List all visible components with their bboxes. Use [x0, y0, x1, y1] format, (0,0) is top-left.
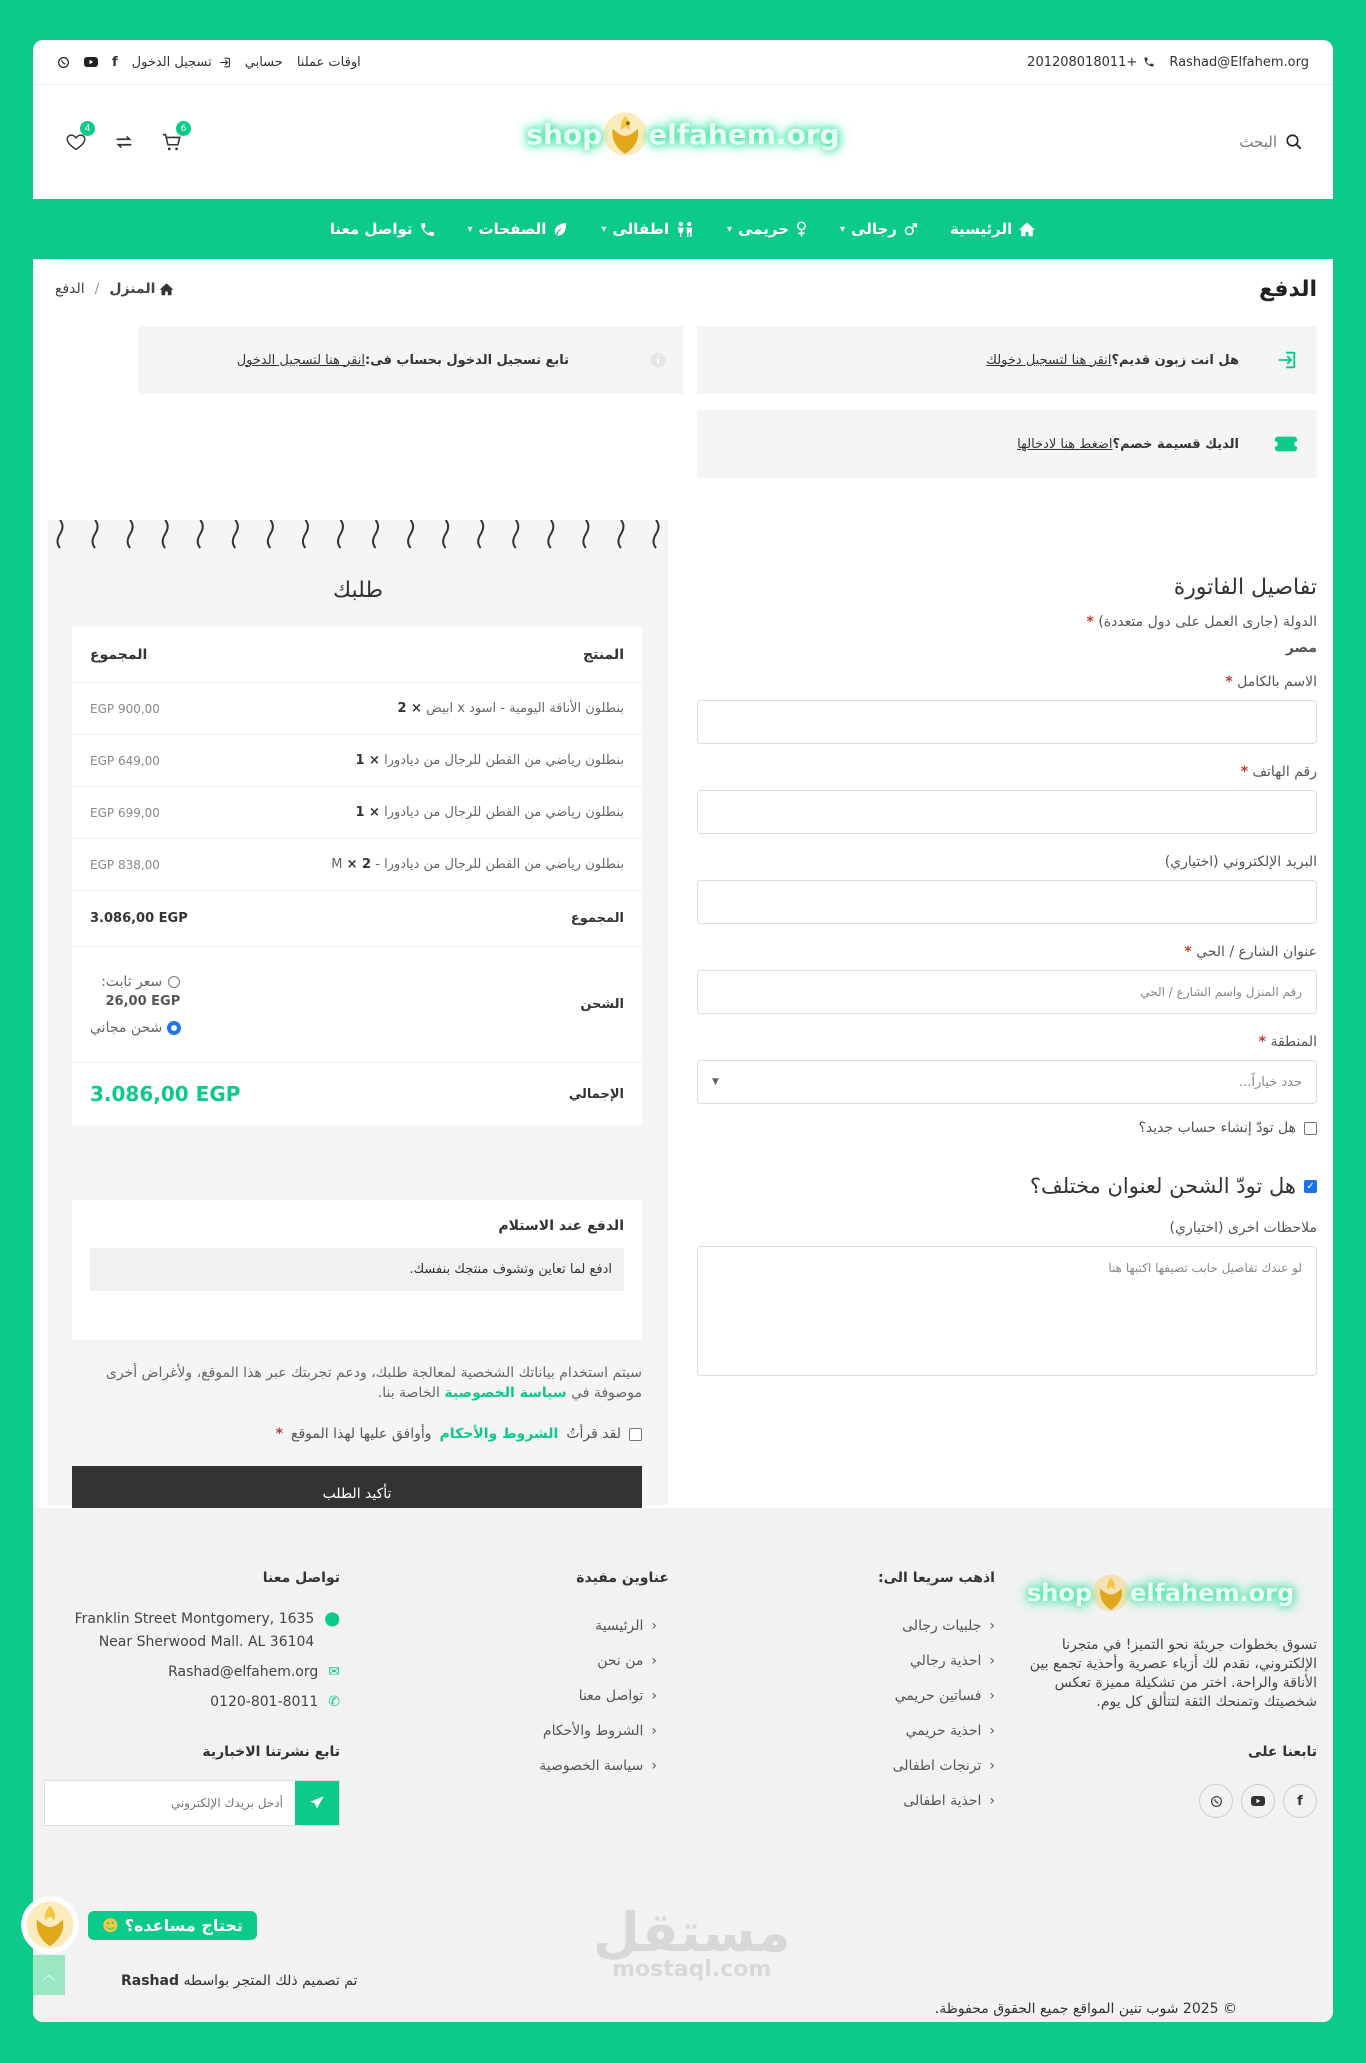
- logo-text-left: shop: [526, 117, 603, 151]
- designer-name[interactable]: Rashad: [121, 1973, 179, 1989]
- newsletter-email-input[interactable]: أدخل بريدك الإلكتروني: [170, 1796, 283, 1810]
- terms-pre: لقد قرأتُ: [566, 1426, 621, 1442]
- spiral-ring: [128, 520, 133, 548]
- required-mark: *: [1086, 614, 1094, 630]
- page-card: [33, 40, 1333, 2022]
- nav-label[interactable]: الرئيسية: [949, 220, 1013, 238]
- shipping-free-radio[interactable]: [168, 1022, 180, 1034]
- country-label-text: الدولة (جارى العمل على دول متعددة): [1098, 614, 1317, 630]
- topbar-contact: [1027, 55, 1309, 70]
- contact-phone-row[interactable]: [44, 1694, 340, 1710]
- useful-links-list: [469, 1608, 669, 1783]
- watermark-text: مستقل: [593, 1901, 791, 1964]
- main-nav: [33, 199, 1333, 259]
- cart-count-badge: 6: [176, 121, 191, 136]
- footer-contact: [44, 1570, 340, 1826]
- spiral-ring: [654, 520, 659, 548]
- notes-label: ملاحظات اخرى (اختياري): [1169, 1220, 1317, 1236]
- chevron-left-icon: ‹: [651, 1617, 657, 1634]
- footer-about-text: تسوق بخطوات جريئة نحو التميز! في متجرنا الإلكتروني، نقدم لك أزياء عصرية وأحذية تجمع بين الأناقة والراحة. اختر من تشكيلة مميزة تعكس شخصيتك وتمنحك الثقة لتتألق كل يوم.: [1029, 1637, 1317, 1710]
- help-bubble[interactable]: [88, 1911, 257, 1940]
- search-label[interactable]: البحث: [1239, 133, 1277, 151]
- social-login-link[interactable]: انقر هنا لتسجيل الدخول: [236, 352, 366, 368]
- spiral-ring: [93, 520, 98, 548]
- item-price: 649,00 EGP: [90, 753, 160, 768]
- shipping-flat-option[interactable]: [90, 972, 180, 992]
- create-account-row[interactable]: [697, 1120, 1317, 1136]
- breadcrumb-home[interactable]: [109, 281, 174, 297]
- top-bar: [33, 40, 1333, 85]
- nav-item-men[interactable]: [840, 220, 918, 238]
- nav-item-kids[interactable]: [601, 220, 695, 238]
- nav-label[interactable]: تواصل معنا: [329, 220, 413, 238]
- quick-links-title: اذهب سريعا الى:: [878, 1570, 995, 1586]
- useful-link[interactable]: [469, 1713, 657, 1748]
- phoenix-logo-icon: [1088, 1570, 1134, 1616]
- spiral-ring: [443, 520, 448, 548]
- order-table: [72, 627, 642, 1125]
- email-text[interactable]: Rashad@Elfahem.org: [1169, 54, 1309, 70]
- chevron-left-icon: ‹: [651, 1652, 657, 1669]
- newsletter-submit-button[interactable]: [295, 1781, 339, 1825]
- required-mark: *: [1240, 764, 1249, 780]
- useful-link-label[interactable]: الشروط والأحكام: [542, 1722, 644, 1739]
- chevron-left-icon: ‹: [651, 1757, 657, 1774]
- shipping-free-option[interactable]: [90, 1018, 180, 1038]
- female-icon: [795, 221, 808, 237]
- nav-label[interactable]: الصفحات: [478, 220, 547, 238]
- nav-item-contact[interactable]: [330, 220, 436, 238]
- help-widget[interactable]: [18, 1893, 257, 1957]
- ticket-icon: [1275, 436, 1297, 452]
- youtube-icon[interactable]: [84, 57, 98, 67]
- contact-title: تواصل معنا: [262, 1570, 340, 1586]
- ship-different-checkbox[interactable]: ✓: [1304, 1180, 1317, 1193]
- chevron-down-icon: ▾: [840, 223, 846, 235]
- coupon-question: الديك قسيمة خصم؟: [1112, 436, 1239, 452]
- wishlist-count-badge: 4: [80, 121, 95, 136]
- region-placeholder: حدد خياراً...: [1239, 1074, 1302, 1090]
- item-price: 900,00 EGP: [90, 701, 160, 716]
- wishlist-button[interactable]: [63, 123, 91, 155]
- main-header: [33, 85, 1333, 199]
- country-value: مصر: [1285, 640, 1317, 656]
- privacy-policy-link[interactable]: سياسة الخصوصية: [444, 1385, 567, 1401]
- logo-text-right: elfahem.org: [1130, 1579, 1295, 1607]
- chevron-down-icon: ▼: [712, 1077, 719, 1087]
- logo-text-left: shop: [1027, 1579, 1093, 1607]
- footer-social: [1027, 1784, 1317, 1818]
- breadcrumb-current: الدفع: [55, 281, 85, 297]
- spiral-ring: [618, 520, 623, 548]
- login-icon: [218, 56, 231, 69]
- shipping-flat-label[interactable]: سعر ثابت:: [101, 973, 163, 990]
- phone-icon: ✆: [328, 1694, 340, 1710]
- children-icon: [675, 221, 695, 237]
- billing-form: [697, 520, 1317, 1376]
- quick-link-label[interactable]: فساتين حريمي: [894, 1687, 982, 1704]
- item-name-text: بنطلون رياضي من القطن للرجال من ديادورا: [384, 805, 624, 820]
- account-link[interactable]: حسابي: [244, 54, 283, 70]
- region-label: [697, 1034, 1317, 1050]
- whatsapp-icon[interactable]: [1199, 1784, 1233, 1818]
- item-name: [355, 753, 624, 768]
- name-label-text: الاسم بالكامل: [1237, 674, 1317, 690]
- copyright: © 2025 شوب تنين المواقع جميع الحقوق محفوظة.: [934, 2001, 1237, 2017]
- scroll-top-button[interactable]: [33, 1955, 65, 1995]
- quick-link-label[interactable]: ترنجات اطفالى: [892, 1757, 982, 1774]
- order-item-row: [72, 735, 642, 787]
- nav-item-women[interactable]: [727, 220, 808, 238]
- chevron-left-icon: ‹: [989, 1617, 995, 1634]
- search-trigger[interactable]: [1239, 133, 1303, 151]
- create-account-label[interactable]: هل تودّ إنشاء حساب جديد؟: [1138, 1120, 1296, 1136]
- privacy-text-2: الخاصة بنا.: [377, 1385, 440, 1401]
- terms-checkbox[interactable]: [629, 1428, 642, 1441]
- spiral-ring: [478, 520, 483, 548]
- newsletter-title: تابع نشرتنا الاخبارية: [202, 1744, 340, 1760]
- returning-question: هل انت زبون قديم؟: [1111, 352, 1239, 368]
- quick-link-label[interactable]: احذية رجالي: [910, 1652, 982, 1669]
- header-icons: [63, 123, 187, 155]
- chevron-left-icon: ‹: [651, 1687, 657, 1704]
- item-qty: × 2: [397, 701, 422, 716]
- logo-text-right: elfahem.org: [648, 117, 840, 151]
- useful-link[interactable]: [469, 1643, 657, 1678]
- footer-logo[interactable]: [1027, 1570, 1317, 1616]
- spiral-ring: [233, 520, 238, 548]
- total-row: [72, 1063, 642, 1125]
- item-name-text: بنطلون رياضي من القطن للرجال من ديادورا: [384, 753, 624, 768]
- address-label: [697, 944, 1317, 960]
- designed-by-text: تم تصميم ذلك المتجر بواسطه: [183, 1973, 358, 1989]
- newsletter-form: [44, 1780, 340, 1826]
- chevron-left-icon: ‹: [989, 1652, 995, 1669]
- quick-link[interactable]: [795, 1608, 995, 1643]
- whatsapp-icon[interactable]: [57, 56, 70, 69]
- spiral-ring: [198, 520, 203, 548]
- spiral-ring: [408, 520, 413, 548]
- footer-useful-links: [469, 1570, 669, 1783]
- nav-label[interactable]: حريمى: [738, 220, 790, 238]
- spiral-ring: [373, 520, 378, 548]
- item-qty: × 1: [355, 805, 380, 820]
- phoenix-avatar-icon: [18, 1893, 82, 1957]
- terms-row[interactable]: [276, 1426, 642, 1442]
- shipping-options: [90, 972, 180, 1038]
- ship-different-label[interactable]: هل تودّ الشحن لعنوان مختلف؟: [1029, 1174, 1296, 1198]
- coupon-notice: [697, 410, 1317, 478]
- payment-method-box: [72, 1200, 642, 1340]
- shipping-row: [72, 947, 642, 1063]
- email-label: البريد الإلكتروني (اختياري): [1164, 854, 1317, 870]
- spiral-ring: [268, 520, 273, 548]
- phone-label-text: رقم الهاتف: [1252, 764, 1317, 780]
- site-logo[interactable]: [526, 107, 839, 161]
- nav-item-pages[interactable]: [468, 220, 570, 238]
- phone-text[interactable]: 201208018011+: [1027, 54, 1138, 70]
- phone-icon: [419, 221, 436, 238]
- cart-button[interactable]: [159, 123, 187, 155]
- quick-link-label[interactable]: احذية اطفالى: [903, 1792, 982, 1809]
- useful-link-label[interactable]: تواصل معنا: [578, 1687, 644, 1704]
- follow-us-title: تابعنا على: [1248, 1744, 1317, 1760]
- order-table-header: [72, 627, 642, 683]
- required-mark: *: [275, 1426, 283, 1442]
- topbar-email[interactable]: [1169, 55, 1309, 70]
- order-item-row: [72, 839, 642, 891]
- notebook-spiral: [48, 520, 668, 552]
- item-name: [331, 857, 624, 872]
- envelope-icon: ✉: [328, 1664, 340, 1680]
- spiral-ring: [58, 520, 63, 548]
- item-name: [355, 805, 624, 820]
- spiral-ring: [548, 520, 553, 548]
- chevron-left-icon: ‹: [651, 1722, 657, 1739]
- nav-item-home[interactable]: [950, 220, 1036, 238]
- spiral-ring: [163, 520, 168, 548]
- shipping-flat-radio[interactable]: [168, 976, 180, 988]
- shipping-flat-price: 26,00 EGP: [105, 993, 181, 1009]
- address-line-2: Near Sherwood Mall. AL 36104: [98, 1634, 315, 1650]
- useful-link-label[interactable]: سياسة الخصوصية: [539, 1757, 644, 1774]
- spiral-ring: [513, 520, 518, 548]
- item-qty: × 2: [346, 857, 372, 872]
- order-notes-textarea[interactable]: [697, 1246, 1317, 1376]
- ship-different-row[interactable]: [697, 1174, 1317, 1198]
- total-label: الإجمالي: [568, 1086, 624, 1102]
- map-marker-icon: ⬤: [324, 1611, 340, 1627]
- phoenix-logo-icon: [598, 107, 652, 161]
- place-order-button[interactable]: تأكيد الطلب: [72, 1466, 642, 1522]
- chevron-up-icon: ︿: [42, 1968, 56, 1984]
- help-bubble-text[interactable]: تحتاج مساعده؟: [124, 1915, 243, 1935]
- item-qty: × 1: [355, 753, 380, 768]
- compare-icon: [113, 131, 135, 153]
- male-icon: [903, 222, 918, 237]
- payment-description-text: ادفع لما تعاين وتشوف منتجك بنفسك.: [409, 1262, 612, 1277]
- total-value: 3.086,00 EGP: [90, 1082, 241, 1106]
- required-mark: *: [1225, 674, 1233, 690]
- quick-link[interactable]: [795, 1713, 995, 1748]
- name-label: [697, 674, 1317, 690]
- order-review: [48, 520, 668, 1505]
- search-icon: [1285, 133, 1303, 151]
- quick-link[interactable]: [795, 1643, 995, 1678]
- contact-address: [44, 1608, 340, 1654]
- shipping-free-label[interactable]: شحن مجاني: [90, 1019, 163, 1036]
- social-login-question: تابع تسجيل الدخول بحساب فى:: [365, 352, 569, 368]
- work-hours-link[interactable]: اوقات عملنا: [296, 54, 361, 70]
- item-name-text: بنطلون رياضي من القطن للرجال من ديادورا - M: [331, 857, 624, 872]
- useful-links-title: عناوين مفيدة: [576, 1570, 669, 1586]
- quick-link[interactable]: [795, 1748, 995, 1783]
- col-product: المنتج: [583, 646, 624, 663]
- item-price: 699,00 EGP: [90, 805, 160, 820]
- home-icon: [1018, 221, 1036, 237]
- social-login-notice: [138, 326, 683, 394]
- required-mark: *: [1184, 944, 1192, 960]
- chevron-down-icon: ▾: [601, 223, 607, 235]
- payment-description: [90, 1248, 624, 1291]
- contact-phone[interactable]: 0120-801-8011: [210, 1694, 319, 1710]
- region-select[interactable]: [697, 1060, 1317, 1104]
- phone-input[interactable]: [697, 790, 1317, 834]
- footer-quick-links: [795, 1570, 995, 1818]
- useful-link-label[interactable]: الرئيسية: [595, 1617, 644, 1634]
- address-label-text: عنوان الشارع / الحي: [1196, 944, 1317, 960]
- subtotal-label: المجموع: [570, 911, 624, 926]
- notes-placeholder: لو عندك تفاصيل حابب تضيفها اكتبها هنا: [1108, 1261, 1302, 1275]
- breadcrumb-home-label[interactable]: المنزل: [109, 281, 156, 297]
- watermark: [593, 1903, 791, 1982]
- chevron-down-icon: ▾: [726, 223, 732, 235]
- col-total: المجموع: [90, 646, 148, 663]
- region-label-text: المنطقة: [1270, 1034, 1317, 1050]
- smile-icon: ☻: [102, 1915, 119, 1935]
- country-label: [697, 614, 1317, 630]
- useful-link[interactable]: [469, 1678, 657, 1713]
- quick-link-label[interactable]: جلبيات رجالى: [902, 1617, 982, 1634]
- facebook-icon[interactable]: f: [1283, 1784, 1317, 1818]
- info-icon: [649, 351, 667, 369]
- coupon-link[interactable]: اضغط هنا لادخالها: [1017, 436, 1113, 452]
- quick-links-list: [795, 1608, 995, 1818]
- item-name: [397, 701, 624, 716]
- useful-link-label[interactable]: من نحن: [597, 1652, 644, 1669]
- contact-email[interactable]: Rashad@elfahem.org: [168, 1664, 319, 1680]
- useful-link[interactable]: [469, 1608, 657, 1643]
- quick-link-label[interactable]: احذية حريمي: [905, 1722, 982, 1739]
- email-input[interactable]: [697, 880, 1317, 924]
- payment-method-title[interactable]: الدفع عند الاستلام: [498, 1218, 624, 1234]
- address-input[interactable]: رقم المنزل واسم الشارع / الحي: [697, 970, 1317, 1014]
- create-account-checkbox[interactable]: [1304, 1122, 1317, 1135]
- chevron-left-icon: ‹: [989, 1722, 995, 1739]
- spiral-ring: [303, 520, 308, 548]
- login-icon: [1275, 349, 1297, 371]
- chevron-down-icon: ▾: [467, 223, 473, 235]
- quick-link[interactable]: [795, 1678, 995, 1713]
- nav-label[interactable]: رجالى: [851, 220, 897, 238]
- item-price: 838,00 EGP: [90, 857, 160, 872]
- page-title: الدفع: [1259, 276, 1317, 302]
- chevron-left-icon: ‹: [989, 1792, 995, 1809]
- quick-link[interactable]: [795, 1783, 995, 1818]
- contact-email-row[interactable]: [44, 1664, 340, 1680]
- facebook-icon[interactable]: f: [112, 54, 118, 70]
- terms-link[interactable]: الشروط والأحكام: [439, 1426, 559, 1442]
- privacy-text-1: سيتم استخدام بياناتك الشخصية لمعالجة طلبك، ودعم تجربتك عبر هذا الموقع، ولأغراض أخرى موصوفة في: [105, 1365, 642, 1401]
- required-mark: *: [1258, 1034, 1266, 1050]
- login-link[interactable]: [132, 55, 231, 70]
- spiral-ring: [583, 520, 588, 548]
- subtotal-row: [72, 891, 642, 947]
- home-icon: [159, 282, 174, 296]
- designed-by: [121, 1973, 357, 1989]
- chevron-left-icon: ‹: [989, 1757, 995, 1774]
- paper-plane-icon: [309, 1795, 325, 1811]
- terms-post: وأوافق عليها لهذا الموقع: [291, 1426, 432, 1442]
- chevron-left-icon: ‹: [989, 1687, 995, 1704]
- breadcrumb-separator: /: [94, 281, 100, 297]
- useful-link[interactable]: [469, 1748, 657, 1783]
- full-name-input[interactable]: [697, 700, 1317, 744]
- item-name-text: بنطلون الأناقة اليومية - اسود x ابيض: [426, 701, 624, 716]
- nav-label[interactable]: اطفالى: [612, 220, 669, 238]
- subtotal-value: 3.086,00 EGP: [90, 911, 188, 926]
- watermark-sub: mostaql.com: [612, 1957, 772, 1982]
- footer-about: [1027, 1570, 1317, 1818]
- breadcrumb: [55, 281, 174, 297]
- youtube-icon[interactable]: [1241, 1784, 1275, 1818]
- returning-customer-notice: [697, 326, 1317, 394]
- spiral-ring: [338, 520, 343, 548]
- page-title-bar: [33, 259, 1333, 319]
- shipping-label: الشحن: [580, 997, 624, 1012]
- address-line-1: Franklin Street Montgomery, 1635: [74, 1611, 315, 1627]
- returning-login-link[interactable]: انقر هنا لتسجيل دخولك: [986, 352, 1112, 368]
- order-item-row: [72, 787, 642, 839]
- compare-button[interactable]: [111, 129, 137, 155]
- billing-title: تفاصيل الفاتورة: [1173, 575, 1317, 600]
- order-item-row: [72, 683, 642, 735]
- login-text[interactable]: تسجيل الدخول: [131, 54, 212, 70]
- topbar-phone[interactable]: [1027, 55, 1155, 70]
- topbar-links: [57, 55, 361, 70]
- phone-label: [697, 764, 1317, 780]
- privacy-text: [72, 1363, 642, 1403]
- order-title: طلبك: [333, 578, 383, 603]
- leaf-icon: [552, 221, 569, 238]
- phone-icon: [1143, 56, 1155, 68]
